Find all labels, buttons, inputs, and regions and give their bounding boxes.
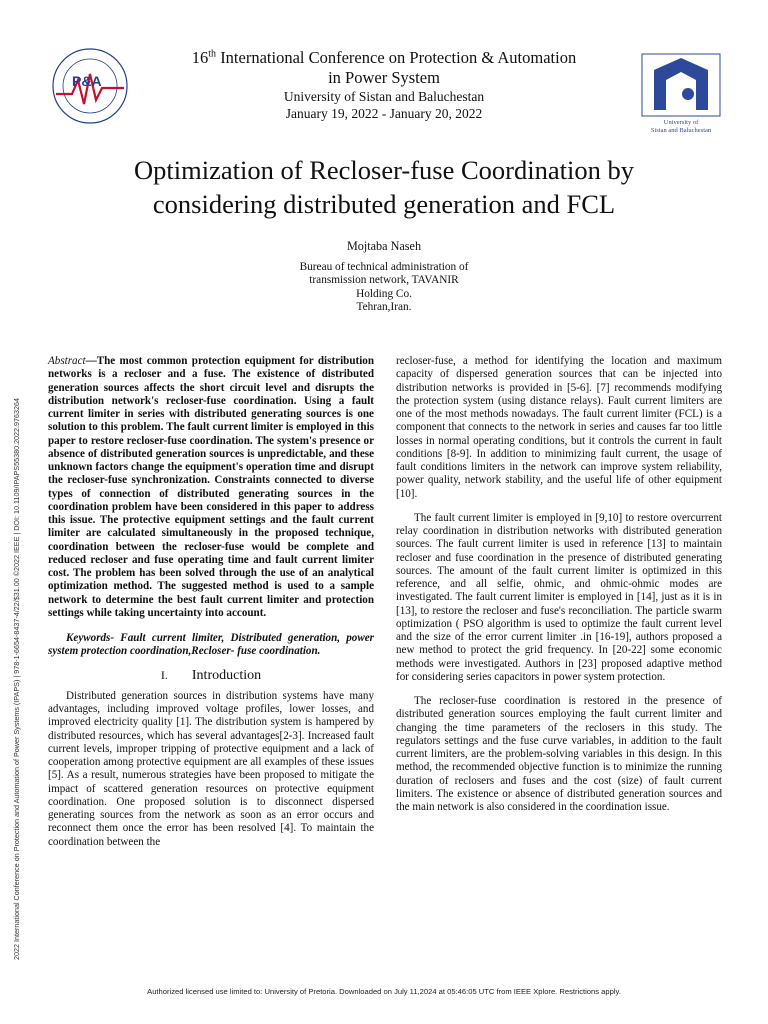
author-block [230, 240, 538, 315]
body-paragraph: recloser-fuse, a method for identifying the location and maximum capacity of dispersed generation sources that can be injected into distribution networks is provided in [5-6]. [7] recommends modifying the protection system (using distance relays). Fault current limiters are one of the most methods nowadays. The fault current limiter (FCL) is a component that connects to the network in series and causes far too little losses in normal operating conditions, but it controls the current in fault conditions [8-9]. In addition to minimizing fault current, the usage of fault conditions limiters in the network can improve system reliability, power quality, network stability, and the useful life of other equipment [10]. [396, 355, 722, 500]
intro-paragraph: Distributed generation sources in distribution systems have many advantages, including improved voltage profiles, lower losses, and improved electricity quality [1]. The distribution system is hampered by distributed resources, which has several advantages[2-3]. Increased fault current levels, improper tripping of protective equipment and a lack of cooperation among protective equipment are all examples of these issues [5]. As a result, numerous strategies have been proposed to mitigate the impact of scattered generation resources on protective equipment coordination. One proposed solution is to disconnect dispersed generating sources from the network as soon as an error occurs and reconnect them once the error has been resolved [4]. To maintain the coordination between the [48, 689, 374, 848]
conference-header [120, 48, 648, 122]
university-name: University of Sistan and Baluchestan [283, 89, 485, 104]
conference-dates: January 19, 2022 - January 20, 2022 [285, 106, 483, 121]
keywords: Keywords- Fault current limiter, Distributed generation, power system protection coordination,Recloser- fuse coordination. [48, 632, 374, 658]
section-heading: I. Introduction [160, 667, 262, 683]
right-column [396, 355, 722, 814]
university-logo [632, 50, 730, 136]
logo-initials: P&A [72, 73, 102, 89]
affiliation-line: transmission network, TAVANIR [309, 274, 459, 287]
affiliation-line: Bureau of technical administration of [299, 260, 469, 273]
conference-name-line2: in Power System [328, 68, 440, 87]
conference-name-line1: 16th International Conference on Protection & Automation [191, 48, 577, 67]
ieee-side-note: 2022 International Conference on Protection and Automation of Power Systems (IPAPS) | 978-1-6654-8437-4/22/$31.00 ©2022 IEEE | DOI: 10.1109/IPAPS55380.2022.9763264 [12, 397, 21, 960]
affiliation-line: Tehran,Iran. [356, 301, 412, 314]
affiliation-line: Holding Co. [356, 287, 412, 300]
author-name: Mojtaba Naseh [346, 239, 422, 253]
body-paragraph: The recloser-fuse coordination is restored in the presence of distributed generation sources employing the fault current limiter and changing the time parameters of the reclosers in this study. The regulators settings and the fuse curve variables, in addition to the fault current limiters, are the problem-solving variables in this design. In this method, the recommended objective function is to minimize the running duration of reclosers and fuses and the cost (size) of fault current limiters. The existence or absence of distributed generation sources and the main network is also considered in the coordination issue. [396, 695, 722, 813]
university-logo-line1: University of [663, 119, 699, 126]
paper-title: Optimization of Recloser-fuse Coordination by considering distributed generation and FCL [134, 155, 634, 219]
license-footer: Authorized licensed use limited to: University of Pretoria. Downloaded on July 11,2024 at 05:46:05 UTC from IEEE Xplore. Restrictions apply. [147, 987, 621, 996]
body-paragraph: The fault current limiter is employed in [9,10] to restore overcurrent relay coordination in distribution networks with distributed generation sources. The fault current limiter is used in reference [13] to maintain recloser and fuse coordination in the presence of distributed generating sources. The amount of the fault current limiter is optimized in this reference, and all selfie, ohmic, and ohmic-ohmic modes are investigated. The fault current limiter is employed in [14], just as it is in [13], to restore the recloser and fuse's reconciliation. The particle swarm optimization ( PSO algorithm is used to optimize the fault current level and the size of the error current limiter .in [16-19], authors proposed a new method to protect the grid frequency. In [20-22] some economic methods were investigated. Authors in [23] proposed adaptive method for considering series capacitors in power system protection. [396, 511, 722, 683]
university-logo-line2: Sistan and Baluchestan [650, 127, 712, 134]
abstract: Abstract—The most common protection equipment for distribution networks is a recloser and a fuse. The existence of distributed generation sources affects the short circuit level and disrupts the distribution network's recloser-fuse coordination. Using a fault current limiter in series with distributed generating sources is one solution to this problem. The fault current limiter is employed in this paper to restore recloser-fuse coordination. The system's presence or absence of distributed generation sources is unpredictable, and these unknown factors change the equipment's operation time and disrupt the recloser-fuse synchronization. Constraints connected to diverse types of connection of distributed generating sources in the coordination problem have been considered in this paper to address this issue. The protective equipment settings and the fault current limiter are calculated simultaneously in the proposed technique, coordination between the recloser-fuse would be complete and reduced recloser and fuse operating time and fault current limiter cost. The problem has been solved through the use of an analytical optimization method. The suggested method is used to a sample network to determine the best fault current limiter and protection settings while taking uncertainty into account. [48, 355, 374, 619]
left-column [48, 355, 374, 849]
